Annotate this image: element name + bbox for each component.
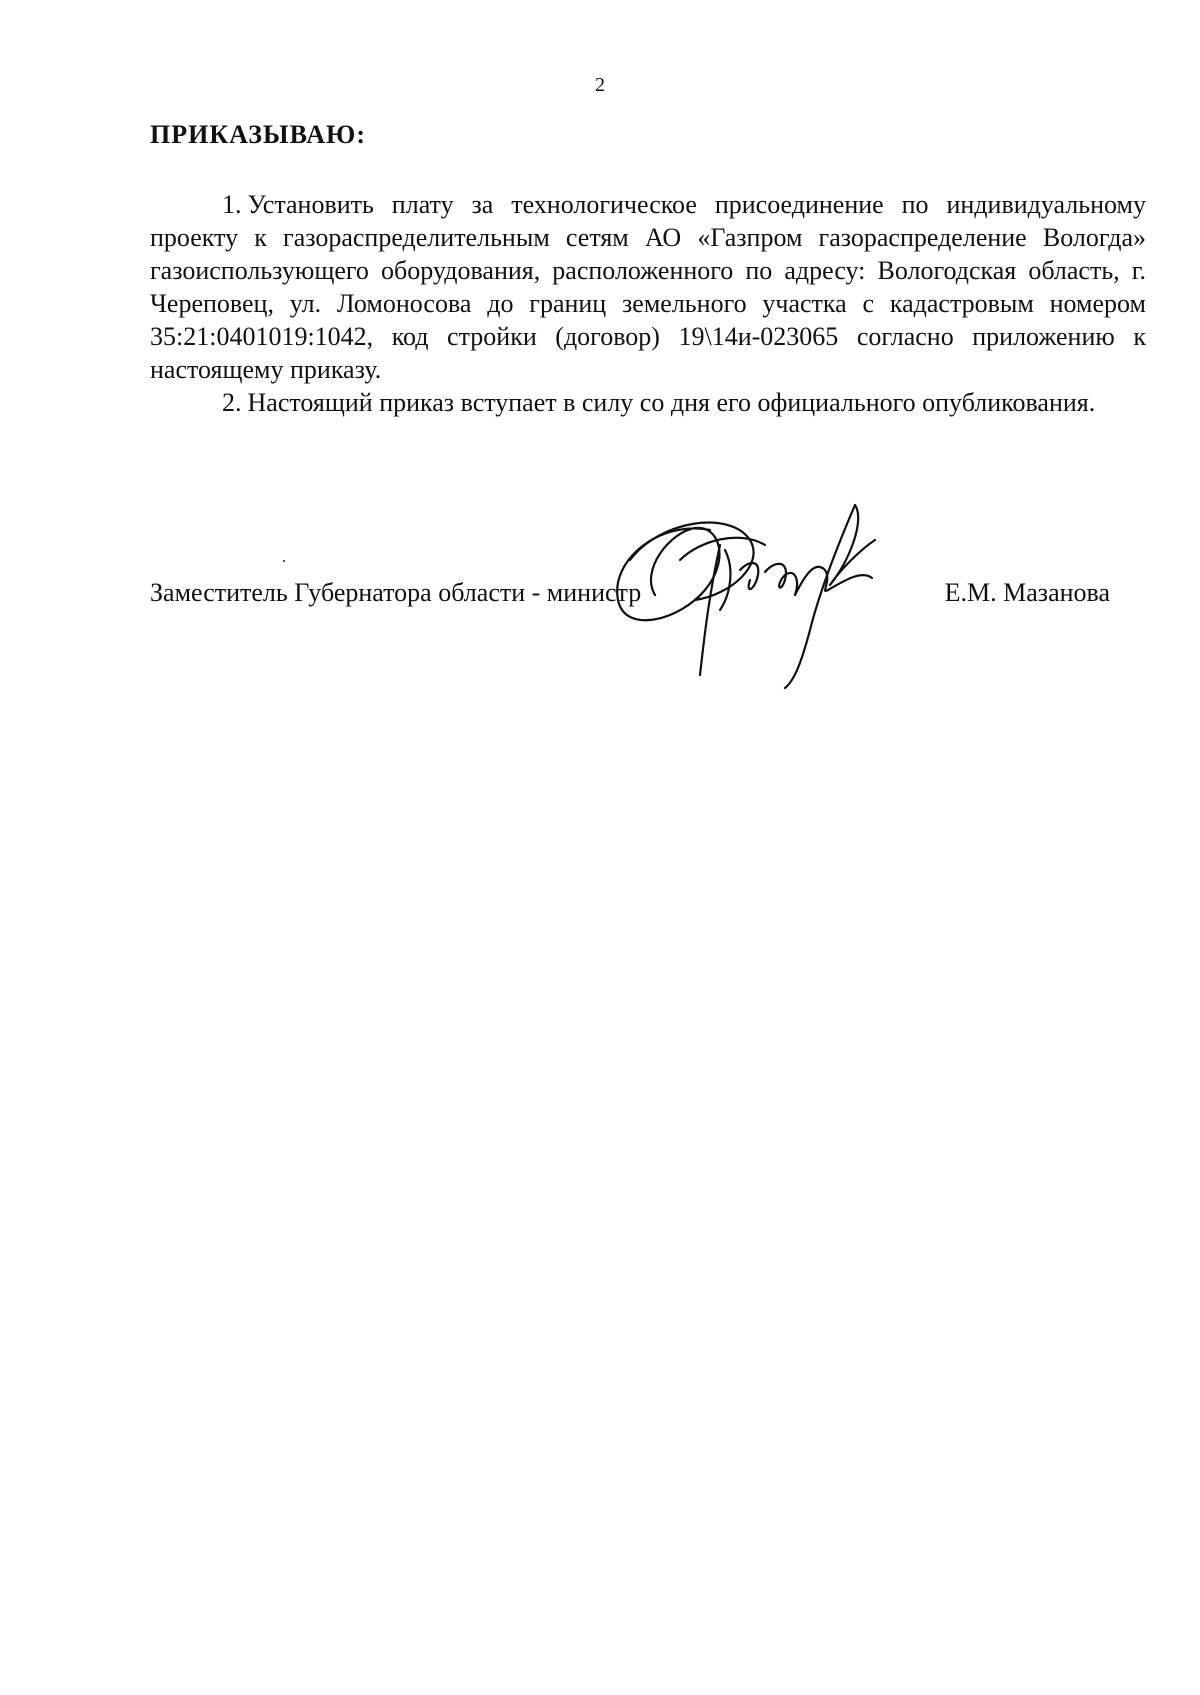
signer-name: Е.М. Мазанова [944,578,1110,607]
order-item-text: Установить плату за технологическое присоединение по индивидуальному проекту к газораспределительным сетям АО «Газпром газораспределение Вологда» газоиспользующего оборудования, расположенного по адресу: Вологодская область, г. Череповец, ул. Ломоносова до границ земельного участка с кадастровым номером 35:21:0401019:1042, код стройки (договор) 19\14и-023065 согласно приложению к настоящему приказу. [150,190,1146,384]
order-item-number: 2. [222,388,242,417]
order-item-text: Настоящий приказ вступает в силу со дня его официального опубликования. [247,388,1096,417]
page-number: 2 [595,74,605,96]
signer-position: Заместитель Губернатора области - министр [150,578,642,607]
order-body [150,188,1146,419]
handwritten-signature-icon [600,500,960,690]
order-item-2 [150,386,1146,419]
scan-speck [283,560,285,562]
order-heading: ПРИКАЗЫВАЮ: [150,120,366,149]
order-item-1 [150,188,1146,386]
order-item-number: 1. [222,190,242,219]
